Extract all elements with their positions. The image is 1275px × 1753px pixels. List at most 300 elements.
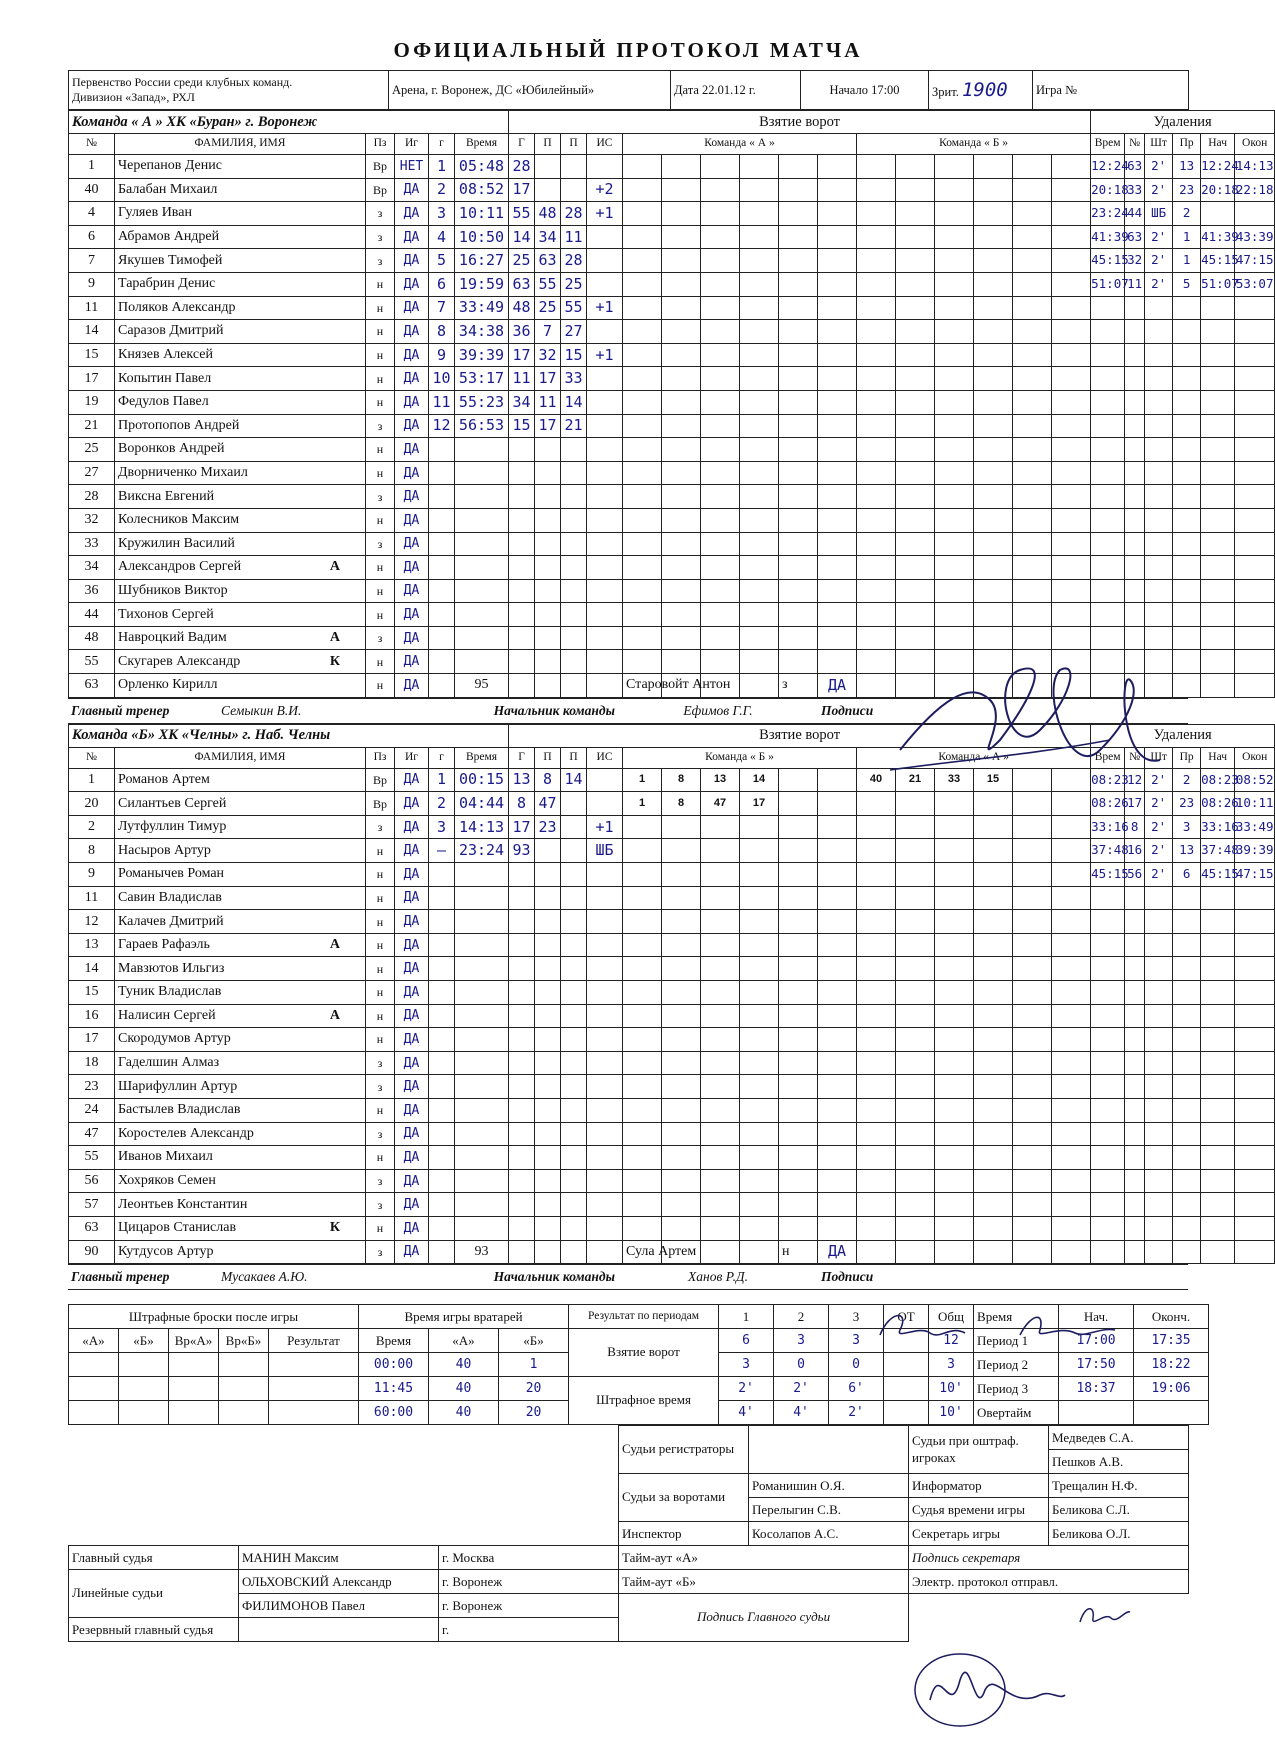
player-played: ДА [395, 296, 429, 320]
period-start [1059, 1401, 1134, 1425]
penalty-no [1125, 532, 1145, 556]
penalty-e [1235, 1169, 1275, 1193]
ice-opp-2 [935, 815, 974, 839]
player-position: Вр [366, 155, 395, 179]
player-position: з [366, 815, 395, 839]
ice-opp-2 [935, 343, 974, 367]
goal-g [429, 981, 455, 1005]
ice-own-2 [701, 863, 740, 887]
ice-own-1 [662, 650, 701, 674]
player-name: Силантьев Сергей [118, 795, 227, 811]
player-name: Иванов Михаил [118, 1149, 213, 1165]
penalty-e: 14:13 [1235, 155, 1275, 179]
reserve-goalie-name: Сула Артем [623, 1240, 662, 1264]
ice-own-2 [701, 1051, 740, 1075]
penalty-no: 12 [1125, 768, 1145, 792]
ice-opp-0 [857, 1240, 896, 1264]
ice-opp-0 [857, 674, 896, 698]
player-name-cell [115, 626, 366, 650]
penalty-r [1173, 579, 1201, 603]
ice-own-2 [701, 839, 740, 863]
player-name-cell [115, 461, 366, 485]
penalty-s: 45:15 [1201, 249, 1235, 273]
ice-own-2 [701, 886, 740, 910]
ice-own-3: 17 [740, 792, 779, 816]
pen_b-2: 2' [829, 1401, 884, 1425]
goal-t [455, 603, 509, 627]
penalty-s [1201, 438, 1235, 462]
ice-opp-3 [974, 650, 1013, 674]
penalty-no [1125, 603, 1145, 627]
player-position: н [366, 674, 395, 698]
goal-P2 [561, 1216, 587, 1240]
player-row [69, 1122, 1275, 1146]
competition-line2: Дивизион «Запад», РХЛ [72, 90, 195, 104]
player-number: 47 [69, 1122, 115, 1146]
ice-own-2 [701, 296, 740, 320]
player-name: Гуляев Иван [118, 205, 192, 221]
col-IS: ИС [587, 134, 623, 155]
goal-IS [587, 981, 623, 1005]
ice-opp-1 [896, 1169, 935, 1193]
goal-P2: 14 [561, 768, 587, 792]
penalty-s [1201, 1075, 1235, 1099]
ice-own-2 [701, 272, 740, 296]
penalty-r: 13 [1173, 155, 1201, 179]
penalty-t [1091, 296, 1125, 320]
goal-P [535, 626, 561, 650]
penalty-r: 2 [1173, 768, 1201, 792]
ice-opp-3 [974, 202, 1013, 226]
ice-opp-0 [857, 1169, 896, 1193]
ice-opp-1 [896, 839, 935, 863]
goal-G [509, 1098, 535, 1122]
player-row [69, 886, 1275, 910]
goal-t: 56:53 [455, 414, 509, 438]
penalty-no [1125, 1146, 1145, 1170]
col-pen_reason: Пр [1173, 134, 1201, 155]
ice-opp-3 [974, 1075, 1013, 1099]
player-position: з [366, 626, 395, 650]
penalty-m [1145, 981, 1173, 1005]
ice-own-3 [740, 1098, 779, 1122]
penalty-t: 33:16 [1091, 815, 1125, 839]
signatures-label-text: Подписи [821, 702, 874, 718]
penalty-m [1145, 461, 1173, 485]
ice-own-2 [701, 508, 740, 532]
goal-t [455, 886, 509, 910]
penalty-s [1201, 1028, 1235, 1052]
penalty-t: 08:23 [1091, 768, 1125, 792]
player-position: н [366, 343, 395, 367]
player-row [69, 1075, 1275, 1099]
ice-opp-2 [935, 1169, 974, 1193]
penalty-s [1201, 320, 1235, 344]
goal-g [429, 438, 455, 462]
goal-t [455, 1169, 509, 1193]
penalty-no [1125, 485, 1145, 509]
goal-g [429, 603, 455, 627]
penalty-no: 44 [1125, 202, 1145, 226]
player-name: Тарабрин Денис [118, 276, 216, 292]
goal-g [429, 461, 455, 485]
goal-t: 10:11 [455, 202, 509, 226]
reg-label: Судьи регистраторы [619, 1426, 749, 1474]
ice-opp-3 [974, 603, 1013, 627]
player-number: 48 [69, 626, 115, 650]
player-number: 2 [69, 815, 115, 839]
penalty-s [1201, 674, 1235, 698]
penalty-m: ШБ [1145, 202, 1173, 226]
penalty-no [1125, 886, 1145, 910]
ice-own-1 [662, 1169, 701, 1193]
main-referee: МАНИН Максим [239, 1546, 439, 1570]
ice-own-0 [623, 933, 662, 957]
penalty-s [1201, 957, 1235, 981]
goal-P2 [561, 792, 587, 816]
manager-name: Ефимов Г.Г. [618, 698, 818, 723]
penalty-no [1125, 933, 1145, 957]
player-name-cell [115, 485, 366, 509]
player-number: 17 [69, 1028, 115, 1052]
ice-opp-3 [974, 1051, 1013, 1075]
player-position: н [366, 957, 395, 981]
penalty-s [1201, 296, 1235, 320]
penalty-m: 2' [1145, 272, 1173, 296]
ice-own-0 [623, 981, 662, 1005]
player-played: ДА [395, 485, 429, 509]
penalty-e [1235, 603, 1275, 627]
ice-opp-3 [974, 485, 1013, 509]
player-name: Гараев Рафаэль [118, 937, 210, 953]
penalty-m [1145, 1193, 1173, 1217]
player-name: Гаделшин Алмаз [118, 1055, 220, 1071]
player-number: 1 [69, 768, 115, 792]
linesman-2: ФИЛИМОНОВ Павел [239, 1594, 439, 1618]
team_a-footer [68, 698, 1188, 724]
penalty-no [1125, 367, 1145, 391]
player-played: ДА [395, 1146, 429, 1170]
match-header [68, 70, 1189, 110]
player-played: ДА [395, 532, 429, 556]
goal-t: 16:27 [455, 249, 509, 273]
goal-P: 25 [535, 296, 561, 320]
goal-P2 [561, 155, 587, 179]
penalty-t [1091, 461, 1125, 485]
player-name: Поляков Александр [118, 299, 236, 315]
ice-opp-0 [857, 1051, 896, 1075]
goal-P: 11 [535, 390, 561, 414]
player-role: А [329, 937, 340, 953]
penalty-r [1173, 485, 1201, 509]
penalty-m [1145, 674, 1173, 698]
ice-opp-3 [974, 1098, 1013, 1122]
penalty-t [1091, 579, 1125, 603]
player-row [69, 650, 1275, 674]
ice-own-2 [701, 1075, 740, 1099]
ice-own-2 [701, 461, 740, 485]
ice-own-2 [701, 1193, 740, 1217]
penalty-r [1173, 1122, 1201, 1146]
goal-P2: 27 [561, 320, 587, 344]
goal-P2 [561, 1004, 587, 1028]
goal-IS [587, 650, 623, 674]
penalty-s [1201, 650, 1235, 674]
goal-t: 08:52 [455, 178, 509, 202]
player-name-cell [115, 1098, 366, 1122]
ice-opp-2 [935, 792, 974, 816]
player-played: ДА [395, 1051, 429, 1075]
ice-opp-1 [896, 1051, 935, 1075]
player-position: з [366, 1122, 395, 1146]
pen-label: Штрафное время [569, 1377, 719, 1425]
ice-opp-2 [935, 296, 974, 320]
goal-IS [587, 1193, 623, 1217]
ice-own-0 [623, 863, 662, 887]
coach-name: Семыкин В.И. [218, 698, 418, 723]
penalty-m [1145, 532, 1173, 556]
ice-own-1 [662, 933, 701, 957]
goal-t: 39:39 [455, 343, 509, 367]
penalty-s [1201, 603, 1235, 627]
ice-own-1 [662, 272, 701, 296]
ice-own-1 [662, 1122, 701, 1146]
ice-opp-3 [974, 155, 1013, 179]
penalty-m [1145, 1122, 1173, 1146]
goal-g: 6 [429, 272, 455, 296]
reserve-goalie-name: Старовойт Антон [623, 674, 662, 698]
ice-own-0 [623, 485, 662, 509]
ice-opp-0 [857, 1075, 896, 1099]
ice-own-2 [701, 225, 740, 249]
goal-g: 11 [429, 390, 455, 414]
penalty-s [1201, 532, 1235, 556]
goal-g [429, 1051, 455, 1075]
goal-t: 19:59 [455, 272, 509, 296]
goal-t [455, 1028, 509, 1052]
player-name-cell [115, 957, 366, 981]
ice-opp-0 [857, 933, 896, 957]
ice-opp-1 [896, 603, 935, 627]
goal-g: 9 [429, 343, 455, 367]
goal-t [455, 1075, 509, 1099]
linesman-1: ОЛЬХОВСКИЙ Александр [239, 1570, 439, 1594]
ice-opp-3 [974, 792, 1013, 816]
penalty-no [1125, 390, 1145, 414]
goal-G [509, 485, 535, 509]
goal-g [429, 1004, 455, 1028]
ice-opp-3 [974, 320, 1013, 344]
player-number: 23 [69, 1075, 115, 1099]
penalty-s: 45:15 [1201, 863, 1235, 887]
pen_b-4: 10' [929, 1401, 974, 1425]
coach-name: Мусакаев А.Ю. [218, 1265, 418, 1290]
player-row [69, 367, 1275, 391]
timekeeper-label: Судья времени игры [909, 1498, 1049, 1522]
ice-own-2 [701, 650, 740, 674]
player-number: 57 [69, 1193, 115, 1217]
ice-own-0 [623, 249, 662, 273]
goal-P [535, 1146, 561, 1170]
penalty-no [1125, 579, 1145, 603]
player-number: 11 [69, 886, 115, 910]
ice-opp-0 [857, 863, 896, 887]
penalty-e [1235, 1193, 1275, 1217]
col-ice-opp: Команда « Б » [857, 134, 1091, 155]
col-pen_start: Нач [1201, 747, 1235, 768]
ice-own-1 [662, 296, 701, 320]
goal-P [535, 650, 561, 674]
goals_b-1: 0 [774, 1353, 829, 1377]
goal-P2 [561, 1028, 587, 1052]
ice-opp-0 [857, 272, 896, 296]
ice-own-1 [662, 485, 701, 509]
coach-label-text: Главный тренер [71, 1269, 170, 1285]
col-time: Время [455, 134, 509, 155]
player-name: Шубников Виктор [118, 582, 228, 598]
col-pen_no: № [1125, 747, 1145, 768]
penalty-s [1201, 1004, 1235, 1028]
ice-own-1 [662, 1004, 701, 1028]
ice-opp-3 [974, 1216, 1013, 1240]
penalty-s [1201, 508, 1235, 532]
goal-P2 [561, 1169, 587, 1193]
ice-own-1 [662, 320, 701, 344]
ice-own-0 [623, 390, 662, 414]
period-2-header: 2 [774, 1305, 829, 1329]
goal-IS [587, 603, 623, 627]
penalty-s [1201, 1169, 1235, 1193]
linesmen-label: Линейные судьи [69, 1570, 239, 1618]
goal-IS [587, 1240, 623, 1264]
penalty-m: 2' [1145, 768, 1173, 792]
col-pen_end: Окон [1235, 134, 1275, 155]
penalty-e [1235, 1122, 1275, 1146]
goal-g [429, 508, 455, 532]
player-position: з [366, 1193, 395, 1217]
player-position: н [366, 508, 395, 532]
player-row [69, 839, 1275, 863]
ice-own-1 [662, 1193, 701, 1217]
ice-opp-3 [974, 343, 1013, 367]
penalty-r [1173, 1169, 1201, 1193]
ice-own-3 [740, 390, 779, 414]
competition-line1: Первенство России среди клубных команд. [72, 75, 293, 89]
goal-P2: 28 [561, 202, 587, 226]
goal-IS [587, 579, 623, 603]
team_b-footer [68, 1264, 1188, 1290]
goal-g: 1 [429, 768, 455, 792]
penalty-m: 2' [1145, 225, 1173, 249]
ice-own-2 [701, 202, 740, 226]
goal-G: 36 [509, 320, 535, 344]
ot-header: ОТ [884, 1305, 929, 1329]
player-played: ДА [395, 556, 429, 580]
ice-opp-2 [935, 1051, 974, 1075]
col-P2: П [561, 134, 587, 155]
goal-g: 8 [429, 320, 455, 344]
penalty-e: 39:39 [1235, 839, 1275, 863]
signatures-label [818, 1265, 928, 1290]
ice-opp-0 [857, 556, 896, 580]
period-end: 18:22 [1134, 1353, 1209, 1377]
coach-label [68, 698, 218, 723]
goal-P2 [561, 1122, 587, 1146]
ice-opp-1: 21 [896, 768, 935, 792]
ice-own-3 [740, 438, 779, 462]
date-label: Дата [674, 82, 699, 97]
ice-own-3 [740, 225, 779, 249]
penbox-judge-2: Пешков А.В. [1049, 1450, 1189, 1474]
player-number: 6 [69, 225, 115, 249]
player-row [69, 981, 1275, 1005]
ice-opp-0 [857, 603, 896, 627]
player-position: н [366, 579, 395, 603]
ice-opp-1 [896, 225, 935, 249]
penalty-r [1173, 1028, 1201, 1052]
ice-own-1 [662, 1075, 701, 1099]
penalty-no [1125, 650, 1145, 674]
penalty-r: 1 [1173, 249, 1201, 273]
goals_a-4: 12 [929, 1329, 974, 1353]
ice-own-3 [740, 839, 779, 863]
player-name-cell [115, 1169, 366, 1193]
player-position: н [366, 981, 395, 1005]
penalty-t [1091, 508, 1125, 532]
match-date: 22.01.12 г. [702, 82, 756, 97]
penalty-e [1235, 1051, 1275, 1075]
ice-opp-0 [857, 1146, 896, 1170]
ice-own-1 [662, 815, 701, 839]
goal-g [429, 650, 455, 674]
penalty-no [1125, 1028, 1145, 1052]
info-label: Информатор [909, 1474, 1049, 1498]
player-name: Орленко Кирилл [118, 677, 218, 693]
ice-own-2 [701, 1122, 740, 1146]
penalty-e [1235, 438, 1275, 462]
goal-G [509, 910, 535, 934]
goal-g: – [429, 839, 455, 863]
goal-P2 [561, 650, 587, 674]
player-name-cell [115, 579, 366, 603]
gk-b: 1 [499, 1353, 569, 1377]
ice-opp-3 [974, 414, 1013, 438]
penalty-s: 12:24 [1201, 155, 1235, 179]
ice-own-3 [740, 674, 779, 698]
player-position: з [366, 249, 395, 273]
penalty-t [1091, 626, 1125, 650]
manager-label [418, 698, 618, 723]
gk-b: 20 [499, 1377, 569, 1401]
goal-G [509, 1216, 535, 1240]
penalty-t [1091, 532, 1125, 556]
player-played: ДА [395, 508, 429, 532]
ice-own-1 [662, 249, 701, 273]
ice-opp-2 [935, 1028, 974, 1052]
col-pen_min: Шт [1145, 747, 1173, 768]
goal-IS: +1 [587, 296, 623, 320]
ice-opp-1 [896, 155, 935, 179]
ice-opp-2 [935, 863, 974, 887]
ice-opp-0 [857, 225, 896, 249]
goal-t [455, 981, 509, 1005]
ice-own-1 [662, 910, 701, 934]
ice-opp-1 [896, 343, 935, 367]
ice-own-3 [740, 414, 779, 438]
player-name-cell [115, 367, 366, 391]
goal-P2: 15 [561, 343, 587, 367]
gk-time: 60:00 [359, 1401, 429, 1425]
